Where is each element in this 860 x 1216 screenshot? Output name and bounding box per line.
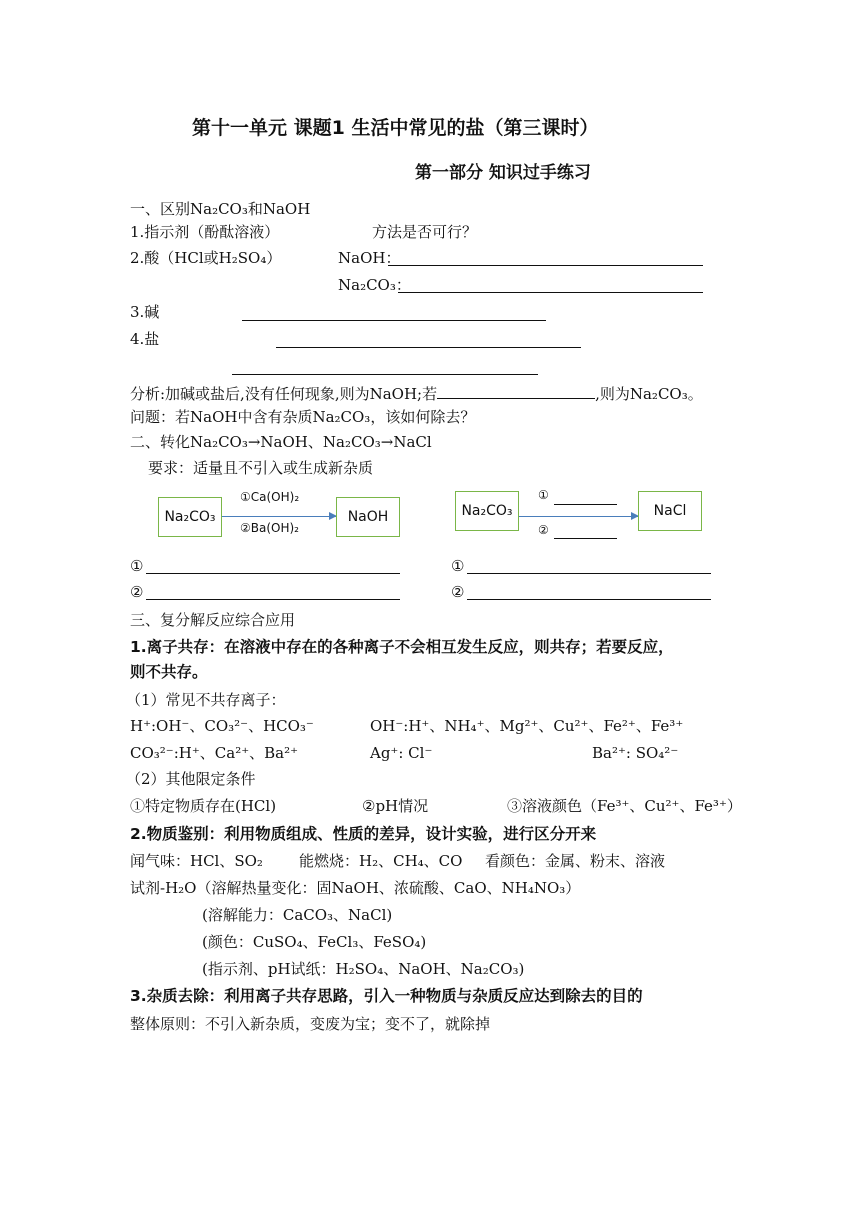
reagent-line-2: (溶解能力：CaCO₃、NaCl) [202,906,393,924]
s3-sub1: （1）常见不共存离子： [126,691,286,709]
s1-q4: 4.盐 [130,330,160,348]
s1-analysis [130,384,703,404]
s2-requirement: 要求：适量且不引入或生成新杂质 [148,459,374,477]
cond-3: ③溶液颜色（Fe³⁺、Cu²⁺、Fe³⁺） [507,797,742,815]
salt-answer-blank-2[interactable] [232,373,538,375]
s3-point3: 3.杂质去除：利用离子共存思路，引入一种物质与杂质反应达到除去的目的 [130,987,643,1005]
ion-ba: Ba²⁺: SO₄²⁻ [592,744,679,762]
analysis-text-b: ,则为Na₂CO₃。 [595,385,703,403]
smell-line: 闻气味：HCl、SO₂ [130,852,263,870]
s3-point1-a: 1.离子共存：在溶液中存在的各种离子不会相互发生反应，则共存；若要反应， [130,638,674,656]
diagram2-arrow [519,516,638,517]
s1-q1-right: 方法是否可行？ [372,223,478,241]
s1-q2-naoh: NaOH： [338,249,401,267]
reagent-line-4: (指示剂、pH试纸：H₂SO₄、NaOH、Na₂CO₃) [202,960,525,978]
s1-q2-left: 2.酸（HCl或H₂SO₄） [130,249,282,267]
ion-ag: Ag⁺: Cl⁻ [370,744,433,762]
diagram2-reagent-1: ① [538,488,549,502]
diagram2-from-box: Na₂CO₃ [455,491,519,531]
principle-line: 整体原则：不引入新杂质，变废为宝；变不了，就除掉 [130,1015,491,1033]
diagram2-reagent-2: ② [538,523,549,537]
s1-q2-na2co3: Na₂CO₃： [338,276,411,294]
reagent-line-3: (颜色：CuSO₄、FeCl₃、FeSO₄) [202,933,427,951]
diagram2-reagent-2-blank[interactable] [554,537,617,539]
s3-point1-b: 则不共存。 [130,663,208,681]
s2-heading: 二、转化Na₂CO₃→NaOH、Na₂CO₃→NaCl [130,433,432,451]
left-eq-1-blank[interactable] [146,572,400,574]
diagram1-arrow [222,516,336,517]
left-eq-2-blank[interactable] [146,598,400,600]
diagram1-to-box: NaOH [336,497,400,537]
s1-heading: 一、区别Na₂CO₃和NaOH [130,200,311,218]
left-eq-1-label: ① [130,557,144,575]
cond-1: ①特定物质存在(HCl) [130,797,277,815]
page-title: 第十一单元 课题1 生活中常见的盐（第三课时） [192,117,599,139]
naoh-answer-blank[interactable] [388,264,703,266]
right-eq-1-label: ① [451,557,465,575]
s1-q1-left: 1.指示剂（酚酞溶液） [130,223,280,241]
right-eq-2-blank[interactable] [467,598,711,600]
diagram2-reagent-1-blank[interactable] [554,503,617,505]
color-line: 看颜色：金属、粉末、溶液 [485,852,666,870]
ion-h: H⁺:OH⁻、CO₃²⁻、HCO₃⁻ [130,717,314,735]
s1-question: 问题：若NaOH中含有杂质Na₂CO₃，该如何除去？ [130,408,476,426]
analysis-text-a: 分析:加碱或盐后,没有任何现象,则为NaOH;若 [130,385,438,403]
diagram1-reagent-2: ②Ba(OH)₂ [240,521,299,535]
right-eq-2-label: ② [451,583,465,601]
ion-co3: CO₃²⁻:H⁺、Ca²⁺、Ba²⁺ [130,744,299,762]
s1-q3: 3.碱 [130,303,160,321]
right-eq-1-blank[interactable] [467,572,711,574]
na2co3-answer-blank[interactable] [398,291,703,293]
cond-2: ②pH情况 [362,797,429,815]
page-subtitle: 第一部分 知识过手练习 [415,163,591,183]
diagram1-reagent-1: ①Ca(OH)₂ [240,490,300,504]
base-answer-blank[interactable] [242,319,546,321]
analysis-blank[interactable] [437,398,595,399]
burn-line: 能燃烧：H₂、CH₄、CO [299,852,463,870]
s3-sub2: （2）其他限定条件 [126,770,256,788]
diagram2-to-box: NaCl [638,491,702,531]
ion-oh: OH⁻:H⁺、NH₄⁺、Mg²⁺、Cu²⁺、Fe²⁺、Fe³⁺ [370,717,684,735]
left-eq-2-label: ② [130,583,144,601]
reagent-line-1: 试剂-H₂O（溶解热量变化：固NaOH、浓硫酸、CaO、NH₄NO₃） [130,879,581,897]
s3-point2: 2.物质鉴别：利用物质组成、性质的差异，设计实验，进行区分开来 [130,825,597,843]
salt-answer-blank-1[interactable] [276,346,581,348]
diagram1-from-box: Na₂CO₃ [158,497,222,537]
s3-heading: 三、复分解反应综合应用 [130,611,296,629]
